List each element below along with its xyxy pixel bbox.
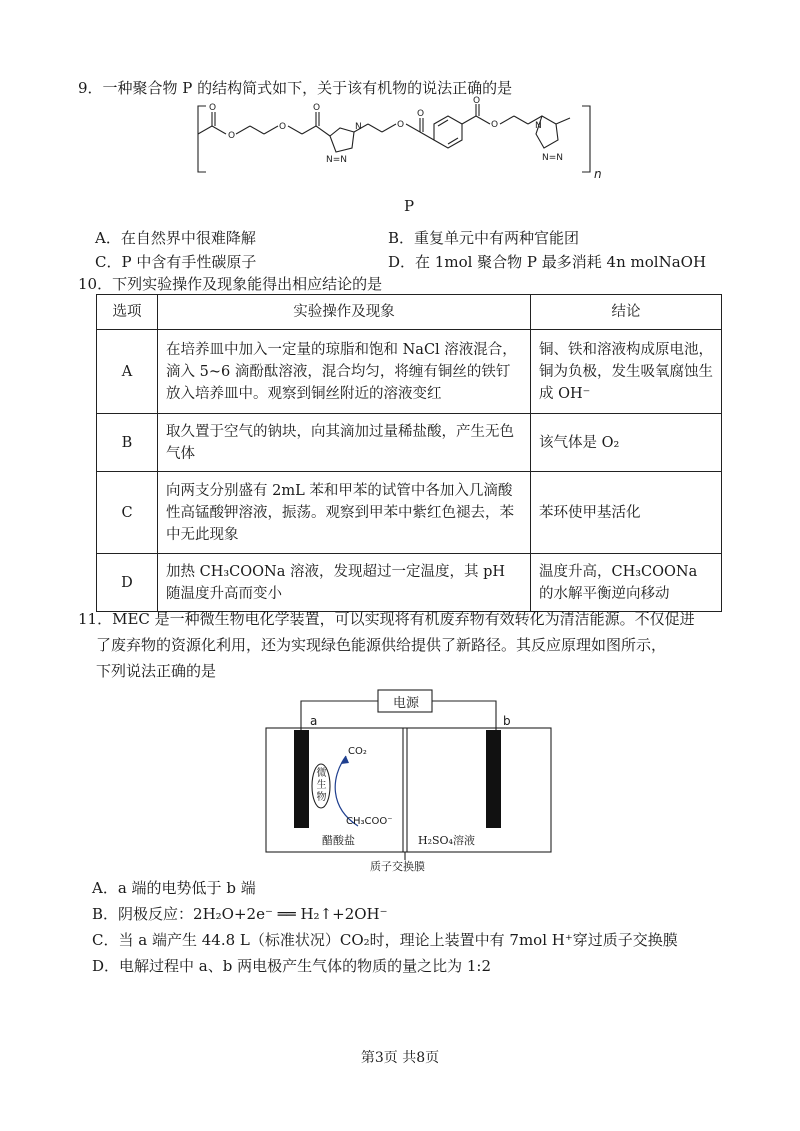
svg-text:O: O (313, 103, 321, 113)
triazole-ring-1 (330, 128, 354, 152)
q11-option-b (92, 904, 388, 924)
option-letter: A． (92, 879, 118, 897)
option-letter: C． (95, 253, 122, 271)
table-row (97, 472, 722, 554)
electrode-b (486, 730, 501, 828)
wire-b (432, 701, 496, 730)
row-conclusion: 温度升高，CH₃COONa 的水解平衡逆向移动 (531, 554, 722, 612)
svg-text:n: n (594, 167, 602, 180)
option-text: 在自然界中很难降解 (120, 229, 256, 247)
header-option: 选项 (97, 295, 158, 330)
membrane-label: 质子交换膜 (370, 860, 425, 873)
row-procedure: 向两支分别盛有 2mL 苯和甲苯的试管中各加入几滴酸性高锰酸钾溶液，振荡。观察到甲苯中紫红色褪去，苯中无此现象 (158, 472, 531, 554)
table-row (97, 414, 722, 472)
q9-structure-caption: P (404, 197, 415, 215)
co2-label: CO₂ (348, 746, 367, 757)
right-bracket (582, 106, 590, 172)
option-text: 电解过程中 a、b 两电极产生气体的物质的量之比为 1:2 (119, 957, 492, 975)
option-letter: B． (388, 229, 415, 247)
option-letter: A． (95, 229, 121, 247)
svg-text:O: O (491, 120, 499, 130)
table-header-row (97, 295, 722, 330)
q10-stem: 10．下列实验操作及现象能得出相应结论的是 (78, 275, 383, 293)
row-option: A (97, 330, 158, 414)
row-conclusion: 铜、铁和溶液构成原电池，铜为负极，发生吸氧腐蚀生成 OH⁻ (531, 330, 722, 414)
page-number: 第3页 共8页 (360, 1050, 440, 1066)
option-text: 阴极反应：2H₂O+2e⁻ ══ H₂↑+2OH⁻ (118, 905, 388, 923)
option-text: 重复单元中有两种官能团 (414, 229, 580, 247)
option-text: 当 a 端产生 44.8 L（标准状况）CO₂时，理论上装置中有 7mol H⁺穿过质子交换膜 (118, 931, 678, 949)
q11-stem-line-3: 下列说法正确的是 (96, 662, 217, 680)
row-conclusion: 该气体是 O₂ (531, 414, 722, 472)
microbe-char: 微 (316, 768, 327, 779)
svg-text:N: N (535, 121, 542, 131)
microbe-label (315, 768, 328, 804)
header-procedure: 实验操作及现象 (158, 295, 531, 330)
q11-option-a (92, 878, 256, 898)
benzene-ring (434, 116, 462, 148)
q9-stem: 9．一种聚合物 P 的结构简式如下，关于该有机物的说法正确的是 (78, 79, 513, 97)
option-text: 在 1mol 聚合物 P 最多消耗 4n molNaOH (415, 253, 707, 271)
electrode-a (294, 730, 309, 828)
microbe-char: 生 (316, 780, 327, 791)
option-text: a 端的电势低于 b 端 (117, 879, 256, 897)
acetate-ion-label: CH₃COO⁻ (346, 816, 393, 827)
q9-polymer-structure (190, 96, 610, 180)
option-letter: D． (388, 253, 416, 271)
row-conclusion: 苯环使甲基活化 (531, 472, 722, 554)
microbe-char: 物 (316, 792, 327, 803)
row-option: B (97, 414, 158, 472)
svg-text:O: O (279, 122, 287, 132)
table-row (97, 330, 722, 414)
q9-option-b (388, 228, 579, 248)
option-letter: C． (92, 931, 119, 949)
svg-text:O: O (473, 96, 481, 106)
q11-option-c (92, 930, 678, 950)
table-row (97, 554, 722, 612)
row-option: C (97, 472, 158, 554)
mec-diagram (260, 688, 560, 878)
svg-text:O: O (228, 131, 236, 141)
electrode-b-label: b (503, 714, 511, 728)
left-solution-label: 醋酸盐 (322, 834, 355, 847)
option-text: P 中含有手性碳原子 (121, 253, 257, 271)
q11-stem-line-1: 11．MEC 是一种微生物电化学装置，可以实现将有机废弃物有效转化为清洁能源。不仅促进 (78, 610, 695, 628)
q10-experiment-table (96, 294, 722, 612)
header-conclusion: 结论 (531, 295, 722, 330)
row-procedure: 加热 CH₃COONa 溶液，发现超过一定温度，其 pH 随温度升高而变小 (158, 554, 531, 612)
row-procedure: 在培养皿中加入一定量的琼脂和饱和 NaCl 溶液混合，滴入 5~6 滴酚酞溶液，混合均匀，将缠有铜丝的铁钉放入培养皿中。观察到铜丝附近的溶液变红 (158, 330, 531, 414)
row-procedure: 取久置于空气的钠块，向其滴加过量稀盐酸，产生无色气体 (158, 414, 531, 472)
option-letter: B． (92, 905, 119, 923)
q9-option-a (95, 228, 256, 248)
q11-option-d (92, 956, 491, 976)
right-solution-label: H₂SO₄溶液 (418, 834, 475, 847)
q9-option-c (95, 252, 256, 272)
svg-text:N=N: N=N (542, 153, 564, 163)
q11-stem-line-2: 了废弃物的资源化利用，还为实现绿色能源供给提供了新路径。其反应原理如图所示， (96, 636, 667, 654)
left-bracket (198, 106, 206, 172)
power-source-label: 电源 (392, 696, 419, 711)
svg-text:O: O (417, 109, 425, 119)
q9-option-d (388, 252, 706, 272)
row-option: D (97, 554, 158, 612)
option-letter: D． (92, 957, 120, 975)
electrode-a-label: a (310, 714, 318, 728)
svg-text:O: O (209, 103, 217, 113)
mec-apparatus-drawing (260, 688, 560, 878)
svg-text:N: N (355, 122, 362, 132)
svg-text:O: O (397, 120, 405, 130)
svg-text:N=N: N=N (326, 155, 348, 165)
